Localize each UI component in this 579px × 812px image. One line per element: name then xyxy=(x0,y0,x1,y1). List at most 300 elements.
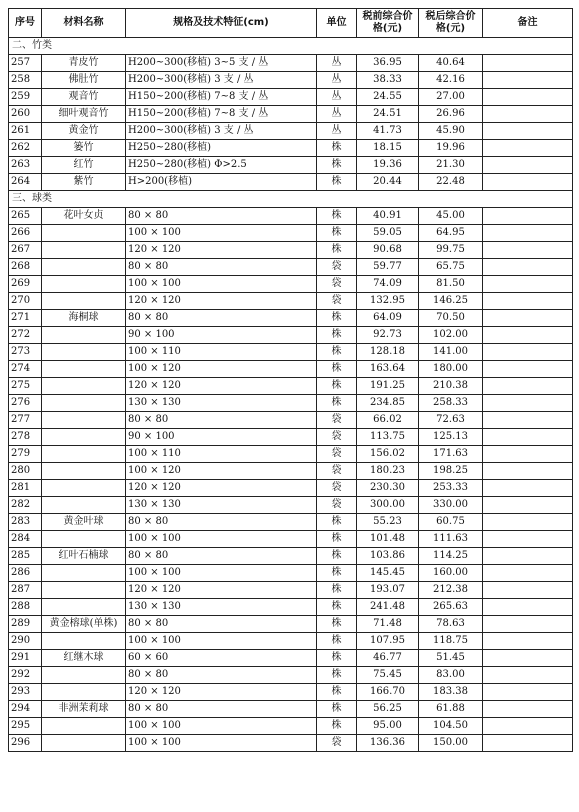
cell-no: 276 xyxy=(9,395,42,412)
cell-name: 黄金榕球(单株) xyxy=(42,616,126,633)
cell-spec: 80 × 80 xyxy=(126,412,317,429)
cell-note xyxy=(483,446,573,463)
cell-post-tax: 65.75 xyxy=(419,259,483,276)
cell-name xyxy=(42,259,126,276)
cell-spec: H150~200(移植) 7~8 支 / 丛 xyxy=(126,89,317,106)
cell-no: 270 xyxy=(9,293,42,310)
cell-unit: 株 xyxy=(317,327,357,344)
cell-pre-tax: 55.23 xyxy=(357,514,419,531)
cell-unit: 株 xyxy=(317,667,357,684)
cell-name xyxy=(42,463,126,480)
cell-no: 281 xyxy=(9,480,42,497)
cell-pre-tax: 90.68 xyxy=(357,242,419,259)
cell-no: 296 xyxy=(9,735,42,752)
cell-note xyxy=(483,412,573,429)
cell-no: 295 xyxy=(9,718,42,735)
cell-unit: 株 xyxy=(317,361,357,378)
cell-no: 275 xyxy=(9,378,42,395)
cell-post-tax: 19.96 xyxy=(419,140,483,157)
cell-no: 260 xyxy=(9,106,42,123)
cell-pre-tax: 46.77 xyxy=(357,650,419,667)
cell-unit: 株 xyxy=(317,684,357,701)
cell-spec: 90 × 100 xyxy=(126,429,317,446)
cell-pre-tax: 103.86 xyxy=(357,548,419,565)
cell-spec: H200~300(移植) 3~5 支 / 丛 xyxy=(126,55,317,72)
cell-spec: 90 × 100 xyxy=(126,327,317,344)
cell-no: 274 xyxy=(9,361,42,378)
cell-name xyxy=(42,735,126,752)
cell-note xyxy=(483,429,573,446)
cell-note xyxy=(483,174,573,191)
cell-unit: 丛 xyxy=(317,89,357,106)
cell-spec: 80 × 80 xyxy=(126,548,317,565)
cell-post-tax: 180.00 xyxy=(419,361,483,378)
header-note: 备注 xyxy=(483,9,573,38)
cell-unit: 株 xyxy=(317,718,357,735)
cell-pre-tax: 74.09 xyxy=(357,276,419,293)
table-row xyxy=(9,565,573,582)
cell-post-tax: 198.25 xyxy=(419,463,483,480)
cell-no: 258 xyxy=(9,72,42,89)
cell-unit: 株 xyxy=(317,582,357,599)
cell-name: 黄金竹 xyxy=(42,123,126,140)
section-row xyxy=(9,38,573,55)
cell-name: 红竹 xyxy=(42,157,126,174)
table-row xyxy=(9,378,573,395)
cell-name: 非洲茉莉球 xyxy=(42,701,126,718)
cell-note xyxy=(483,123,573,140)
cell-no: 272 xyxy=(9,327,42,344)
cell-name xyxy=(42,667,126,684)
cell-note xyxy=(483,106,573,123)
cell-note xyxy=(483,395,573,412)
cell-name xyxy=(42,225,126,242)
cell-note xyxy=(483,616,573,633)
cell-no: 280 xyxy=(9,463,42,480)
cell-spec: 120 × 120 xyxy=(126,378,317,395)
header-row xyxy=(9,9,573,38)
cell-spec: 130 × 130 xyxy=(126,395,317,412)
cell-name xyxy=(42,684,126,701)
cell-unit: 袋 xyxy=(317,412,357,429)
cell-name xyxy=(42,480,126,497)
table-body xyxy=(9,38,573,752)
cell-note xyxy=(483,480,573,497)
cell-no: 257 xyxy=(9,55,42,72)
cell-post-tax: 212.38 xyxy=(419,582,483,599)
table-row xyxy=(9,259,573,276)
cell-no: 268 xyxy=(9,259,42,276)
cell-post-tax: 78.63 xyxy=(419,616,483,633)
cell-spec: 100 × 100 xyxy=(126,718,317,735)
cell-unit: 株 xyxy=(317,225,357,242)
cell-unit: 袋 xyxy=(317,446,357,463)
cell-pre-tax: 234.85 xyxy=(357,395,419,412)
cell-pre-tax: 24.51 xyxy=(357,106,419,123)
cell-pre-tax: 145.45 xyxy=(357,565,419,582)
cell-spec: 80 × 80 xyxy=(126,616,317,633)
cell-note xyxy=(483,225,573,242)
cell-spec: 100 × 120 xyxy=(126,463,317,480)
cell-name xyxy=(42,276,126,293)
cell-unit: 株 xyxy=(317,531,357,548)
table-row xyxy=(9,242,573,259)
cell-note xyxy=(483,497,573,514)
cell-no: 288 xyxy=(9,599,42,616)
cell-spec: 80 × 80 xyxy=(126,310,317,327)
cell-spec: H200~300(移植) 3 支 / 丛 xyxy=(126,72,317,89)
price-table xyxy=(8,8,573,752)
cell-pre-tax: 193.07 xyxy=(357,582,419,599)
cell-name: 紫竹 xyxy=(42,174,126,191)
cell-post-tax: 27.00 xyxy=(419,89,483,106)
cell-note xyxy=(483,701,573,718)
cell-post-tax: 45.90 xyxy=(419,123,483,140)
cell-spec: 120 × 120 xyxy=(126,480,317,497)
cell-no: 273 xyxy=(9,344,42,361)
cell-note xyxy=(483,735,573,752)
table-row xyxy=(9,89,573,106)
cell-post-tax: 111.63 xyxy=(419,531,483,548)
cell-name xyxy=(42,633,126,650)
cell-note xyxy=(483,55,573,72)
header-unit: 单位 xyxy=(317,9,357,38)
cell-pre-tax: 59.05 xyxy=(357,225,419,242)
cell-pre-tax: 191.25 xyxy=(357,378,419,395)
table-header xyxy=(9,9,573,38)
cell-pre-tax: 36.95 xyxy=(357,55,419,72)
table-row xyxy=(9,684,573,701)
cell-no: 284 xyxy=(9,531,42,548)
cell-pre-tax: 20.44 xyxy=(357,174,419,191)
cell-post-tax: 253.33 xyxy=(419,480,483,497)
cell-no: 289 xyxy=(9,616,42,633)
cell-note xyxy=(483,514,573,531)
cell-spec: 80 × 80 xyxy=(126,208,317,225)
cell-note xyxy=(483,378,573,395)
cell-name xyxy=(42,718,126,735)
cell-post-tax: 22.48 xyxy=(419,174,483,191)
cell-unit: 袋 xyxy=(317,259,357,276)
cell-pre-tax: 180.23 xyxy=(357,463,419,480)
section-title: 二、竹类 xyxy=(9,38,573,55)
cell-name: 佛肚竹 xyxy=(42,72,126,89)
cell-spec: 100 × 100 xyxy=(126,225,317,242)
cell-pre-tax: 75.45 xyxy=(357,667,419,684)
cell-spec: 80 × 80 xyxy=(126,701,317,718)
cell-name xyxy=(42,242,126,259)
table-row xyxy=(9,429,573,446)
cell-post-tax: 102.00 xyxy=(419,327,483,344)
cell-spec: H150~200(移植) 7~8 支 / 丛 xyxy=(126,106,317,123)
cell-name: 细叶观音竹 xyxy=(42,106,126,123)
cell-pre-tax: 41.73 xyxy=(357,123,419,140)
cell-spec: 80 × 80 xyxy=(126,667,317,684)
cell-no: 287 xyxy=(9,582,42,599)
cell-pre-tax: 59.77 xyxy=(357,259,419,276)
cell-post-tax: 118.75 xyxy=(419,633,483,650)
cell-unit: 袋 xyxy=(317,735,357,752)
cell-note xyxy=(483,310,573,327)
table-row xyxy=(9,701,573,718)
cell-unit: 株 xyxy=(317,208,357,225)
cell-no: 271 xyxy=(9,310,42,327)
cell-note xyxy=(483,463,573,480)
cell-post-tax: 81.50 xyxy=(419,276,483,293)
cell-pre-tax: 71.48 xyxy=(357,616,419,633)
cell-post-tax: 70.50 xyxy=(419,310,483,327)
cell-pre-tax: 40.91 xyxy=(357,208,419,225)
cell-unit: 袋 xyxy=(317,480,357,497)
cell-note xyxy=(483,327,573,344)
cell-name xyxy=(42,395,126,412)
cell-pre-tax: 18.15 xyxy=(357,140,419,157)
cell-spec: 100 × 100 xyxy=(126,531,317,548)
cell-unit: 株 xyxy=(317,548,357,565)
cell-name xyxy=(42,599,126,616)
cell-pre-tax: 107.95 xyxy=(357,633,419,650)
cell-unit: 袋 xyxy=(317,293,357,310)
table-row xyxy=(9,531,573,548)
cell-spec: 120 × 120 xyxy=(126,684,317,701)
cell-no: 290 xyxy=(9,633,42,650)
cell-spec: H200~300(移植) 3 支 / 丛 xyxy=(126,123,317,140)
table-row xyxy=(9,140,573,157)
cell-note xyxy=(483,293,573,310)
cell-unit: 丛 xyxy=(317,106,357,123)
header-pre-tax: 税前综合价格(元) xyxy=(357,9,419,38)
cell-no: 264 xyxy=(9,174,42,191)
cell-name xyxy=(42,582,126,599)
cell-spec: 100 × 100 xyxy=(126,735,317,752)
cell-note xyxy=(483,140,573,157)
cell-spec: 130 × 130 xyxy=(126,497,317,514)
table-row xyxy=(9,344,573,361)
cell-name xyxy=(42,361,126,378)
cell-no: 277 xyxy=(9,412,42,429)
cell-post-tax: 40.64 xyxy=(419,55,483,72)
cell-note xyxy=(483,208,573,225)
cell-name xyxy=(42,429,126,446)
cell-name: 观音竹 xyxy=(42,89,126,106)
cell-unit: 丛 xyxy=(317,123,357,140)
table-row xyxy=(9,514,573,531)
cell-unit: 株 xyxy=(317,378,357,395)
cell-post-tax: 104.50 xyxy=(419,718,483,735)
cell-no: 282 xyxy=(9,497,42,514)
cell-no: 293 xyxy=(9,684,42,701)
cell-pre-tax: 66.02 xyxy=(357,412,419,429)
table-row xyxy=(9,123,573,140)
table-row xyxy=(9,735,573,752)
table-row xyxy=(9,225,573,242)
cell-post-tax: 42.16 xyxy=(419,72,483,89)
cell-name xyxy=(42,446,126,463)
table-row xyxy=(9,293,573,310)
cell-unit: 株 xyxy=(317,395,357,412)
cell-note xyxy=(483,242,573,259)
cell-name xyxy=(42,412,126,429)
cell-note xyxy=(483,157,573,174)
cell-note xyxy=(483,684,573,701)
cell-no: 266 xyxy=(9,225,42,242)
cell-unit: 丛 xyxy=(317,55,357,72)
cell-pre-tax: 64.09 xyxy=(357,310,419,327)
cell-name: 红叶石楠球 xyxy=(42,548,126,565)
table-row xyxy=(9,157,573,174)
cell-post-tax: 183.38 xyxy=(419,684,483,701)
cell-name: 花叶女贞 xyxy=(42,208,126,225)
cell-spec: H250~280(移植) xyxy=(126,140,317,157)
table-row xyxy=(9,718,573,735)
cell-pre-tax: 166.70 xyxy=(357,684,419,701)
cell-unit: 株 xyxy=(317,565,357,582)
cell-name xyxy=(42,565,126,582)
cell-name xyxy=(42,293,126,310)
cell-note xyxy=(483,667,573,684)
cell-no: 291 xyxy=(9,650,42,667)
cell-post-tax: 51.45 xyxy=(419,650,483,667)
cell-pre-tax: 95.00 xyxy=(357,718,419,735)
cell-no: 285 xyxy=(9,548,42,565)
table-row xyxy=(9,582,573,599)
cell-spec: 80 × 80 xyxy=(126,514,317,531)
cell-post-tax: 265.63 xyxy=(419,599,483,616)
cell-note xyxy=(483,548,573,565)
cell-no: 262 xyxy=(9,140,42,157)
cell-unit: 株 xyxy=(317,174,357,191)
table-row xyxy=(9,395,573,412)
cell-spec: 120 × 120 xyxy=(126,293,317,310)
cell-pre-tax: 19.36 xyxy=(357,157,419,174)
cell-name xyxy=(42,531,126,548)
cell-name: 红继木球 xyxy=(42,650,126,667)
cell-note xyxy=(483,565,573,582)
cell-post-tax: 258.33 xyxy=(419,395,483,412)
cell-name: 青皮竹 xyxy=(42,55,126,72)
cell-post-tax: 64.95 xyxy=(419,225,483,242)
cell-post-tax: 210.38 xyxy=(419,378,483,395)
cell-note xyxy=(483,72,573,89)
cell-name xyxy=(42,378,126,395)
cell-pre-tax: 128.18 xyxy=(357,344,419,361)
cell-unit: 株 xyxy=(317,701,357,718)
cell-unit: 袋 xyxy=(317,497,357,514)
table-row xyxy=(9,446,573,463)
cell-spec: 100 × 100 xyxy=(126,276,317,293)
table-row xyxy=(9,497,573,514)
cell-post-tax: 141.00 xyxy=(419,344,483,361)
cell-no: 294 xyxy=(9,701,42,718)
cell-unit: 株 xyxy=(317,616,357,633)
cell-pre-tax: 241.48 xyxy=(357,599,419,616)
cell-unit: 袋 xyxy=(317,429,357,446)
cell-no: 278 xyxy=(9,429,42,446)
cell-note xyxy=(483,599,573,616)
cell-unit: 株 xyxy=(317,310,357,327)
cell-no: 292 xyxy=(9,667,42,684)
cell-post-tax: 61.88 xyxy=(419,701,483,718)
cell-spec: 120 × 120 xyxy=(126,242,317,259)
cell-pre-tax: 132.95 xyxy=(357,293,419,310)
cell-name: 黄金叶球 xyxy=(42,514,126,531)
cell-spec: H250~280(移植) Φ>2.5 xyxy=(126,157,317,174)
cell-spec: 100 × 110 xyxy=(126,446,317,463)
cell-spec: 80 × 80 xyxy=(126,259,317,276)
cell-pre-tax: 163.64 xyxy=(357,361,419,378)
cell-unit: 株 xyxy=(317,633,357,650)
cell-post-tax: 160.00 xyxy=(419,565,483,582)
cell-no: 267 xyxy=(9,242,42,259)
cell-no: 269 xyxy=(9,276,42,293)
table-row xyxy=(9,106,573,123)
cell-post-tax: 99.75 xyxy=(419,242,483,259)
table-row xyxy=(9,616,573,633)
table-row xyxy=(9,650,573,667)
table-row xyxy=(9,310,573,327)
cell-note xyxy=(483,531,573,548)
cell-post-tax: 45.00 xyxy=(419,208,483,225)
cell-note xyxy=(483,89,573,106)
cell-post-tax: 146.25 xyxy=(419,293,483,310)
cell-pre-tax: 113.75 xyxy=(357,429,419,446)
table-row xyxy=(9,412,573,429)
cell-unit: 株 xyxy=(317,650,357,667)
cell-unit: 袋 xyxy=(317,463,357,480)
header-spec: 规格及技术特征(cm) xyxy=(126,9,317,38)
cell-no: 265 xyxy=(9,208,42,225)
cell-name: 篓竹 xyxy=(42,140,126,157)
table-row xyxy=(9,667,573,684)
cell-spec: 120 × 120 xyxy=(126,582,317,599)
cell-post-tax: 83.00 xyxy=(419,667,483,684)
cell-pre-tax: 24.55 xyxy=(357,89,419,106)
cell-post-tax: 72.63 xyxy=(419,412,483,429)
cell-no: 259 xyxy=(9,89,42,106)
header-no: 序号 xyxy=(9,9,42,38)
cell-spec: 100 × 110 xyxy=(126,344,317,361)
cell-pre-tax: 56.25 xyxy=(357,701,419,718)
cell-unit: 株 xyxy=(317,242,357,259)
cell-no: 263 xyxy=(9,157,42,174)
cell-note xyxy=(483,582,573,599)
cell-spec: H>200(移植) xyxy=(126,174,317,191)
table-row xyxy=(9,633,573,650)
cell-post-tax: 171.63 xyxy=(419,446,483,463)
header-post-tax: 税后综合价格(元) xyxy=(419,9,483,38)
cell-note xyxy=(483,650,573,667)
cell-note xyxy=(483,361,573,378)
table-row xyxy=(9,480,573,497)
table-row xyxy=(9,599,573,616)
table-row xyxy=(9,55,573,72)
cell-pre-tax: 300.00 xyxy=(357,497,419,514)
cell-pre-tax: 136.36 xyxy=(357,735,419,752)
cell-unit: 株 xyxy=(317,157,357,174)
cell-spec: 100 × 100 xyxy=(126,633,317,650)
table-row xyxy=(9,548,573,565)
cell-unit: 株 xyxy=(317,140,357,157)
cell-no: 283 xyxy=(9,514,42,531)
cell-note xyxy=(483,718,573,735)
cell-pre-tax: 38.33 xyxy=(357,72,419,89)
table-row xyxy=(9,72,573,89)
cell-no: 279 xyxy=(9,446,42,463)
cell-spec: 100 × 100 xyxy=(126,565,317,582)
cell-unit: 株 xyxy=(317,514,357,531)
cell-pre-tax: 230.30 xyxy=(357,480,419,497)
cell-name xyxy=(42,497,126,514)
